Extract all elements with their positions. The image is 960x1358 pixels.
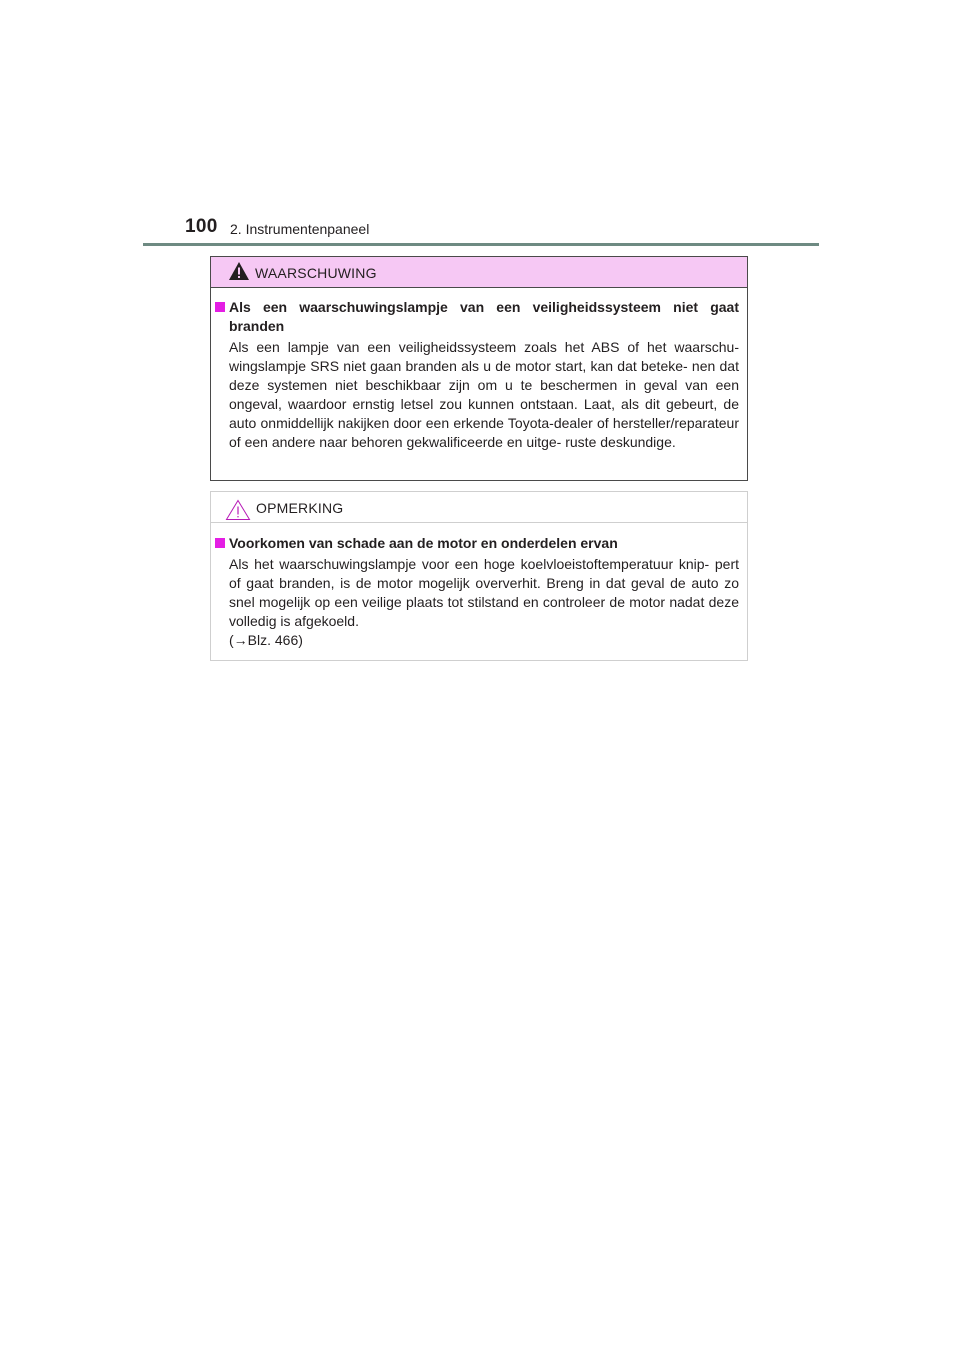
notice-box <box>210 491 748 661</box>
square-bullet-icon <box>215 538 225 548</box>
warning-box-body <box>211 288 747 452</box>
warning-item-text: Als een lampje van een veiligheidssysteem zoals het ABS of het waarschu- wingslampje SRS niet gaan branden als u de motor start, kan dat beteke- nen dat deze systemen niet beschikbaar zijn om u te beschermen in geval van een ongeval, waardoor ernstig letsel zou kunnen ontstaan. Laat, als dit gebeurt, de auto onmiddellijk nakijken door een erkende Toyota-dealer of hersteller/reparateur of een andere naar behoren gekwalificeerde en uitge- ruste deskundige. <box>229 339 739 450</box>
notice-box-header <box>211 492 747 523</box>
warning-triangle-outline-icon <box>225 499 251 521</box>
notice-box-body <box>211 523 747 650</box>
warning-box-header <box>211 257 747 288</box>
header-rule <box>143 243 819 246</box>
warning-heading-text: Als een waarschuwingslampje van een veiligheidssysteem niet gaat branden <box>229 299 739 334</box>
warning-label: WAARSCHUWING <box>255 265 377 281</box>
section-title: 2. Instrumentenpaneel <box>230 221 370 237</box>
notice-item-text: Als het waarschuwingslampje voor een hoge koelvloeistoftemperatuur knip- pert of gaat branden, is de motor mogelijk oververhit. Breng in dat geval de auto zo snel mogelijk op een veilige plaats tot stilstand en controleer de motor nadat deze volledig is afgekoeld. <box>229 556 739 629</box>
warning-box <box>210 256 748 481</box>
warning-triangle-filled-icon <box>228 261 250 281</box>
square-bullet-icon <box>215 302 225 312</box>
notice-heading-text: Voorkomen van schade aan de motor en onderdelen ervan <box>229 535 618 551</box>
warning-item-heading <box>215 298 739 336</box>
page-reference: (→Blz. 466) <box>229 632 303 648</box>
page-number: 100 <box>185 216 218 237</box>
notice-item-heading <box>215 534 739 553</box>
notice-label: OPMERKING <box>256 500 344 516</box>
